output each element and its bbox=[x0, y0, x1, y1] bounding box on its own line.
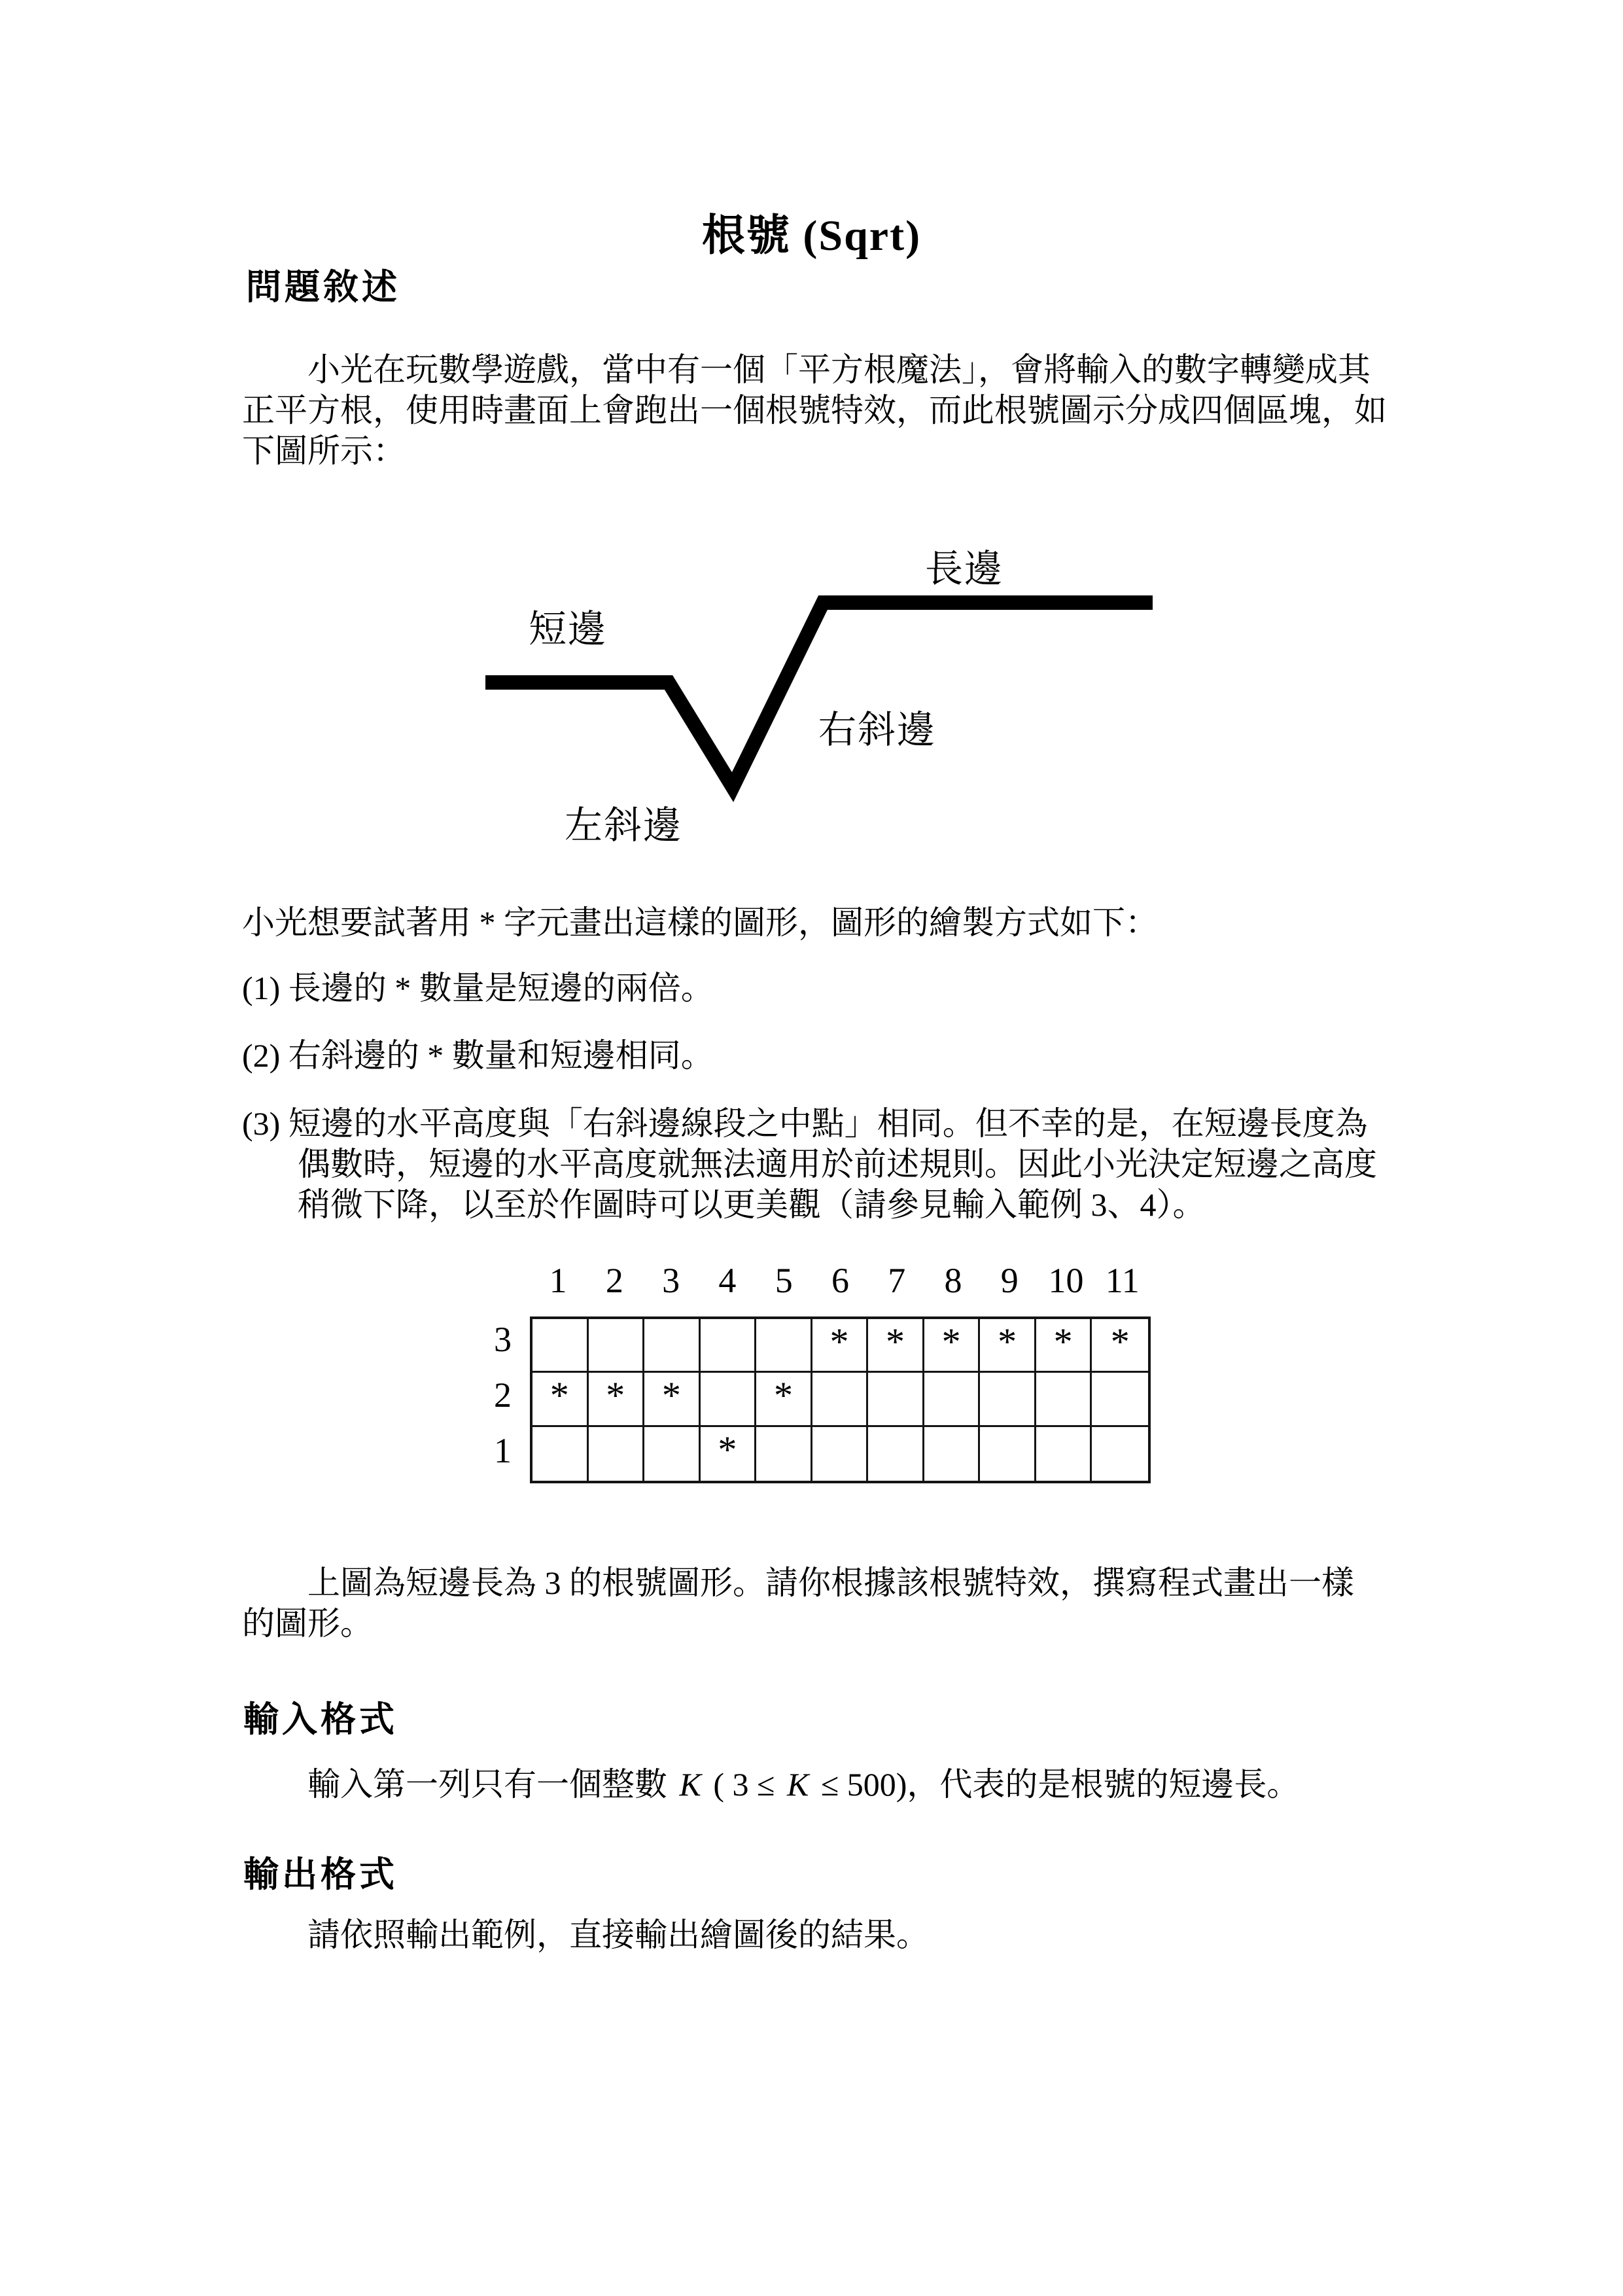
grid-cell bbox=[1036, 1427, 1092, 1481]
text-line: 的圖形。 bbox=[242, 1605, 373, 1642]
grid-cell bbox=[756, 1319, 812, 1373]
grid-cell bbox=[868, 1319, 924, 1373]
section-heading-output: 輸出格式 bbox=[243, 1855, 398, 1894]
grid-cell bbox=[1092, 1373, 1148, 1426]
text-line: 稍微下降，以至於作圖時可以更美觀（請參見輸入範例 3、4）。 bbox=[298, 1186, 1206, 1223]
section-heading-problem: 問題敘述 bbox=[246, 268, 400, 307]
grid-cell bbox=[589, 1319, 645, 1373]
grid-cell bbox=[980, 1319, 1036, 1373]
grid-cell bbox=[589, 1427, 645, 1481]
star-mark: * bbox=[998, 1320, 1017, 1363]
grid-column-number: 2 bbox=[605, 1261, 623, 1300]
grid-cell bbox=[1036, 1373, 1092, 1426]
rule-item-3 bbox=[242, 1103, 1406, 1225]
text-line: 上圖為短邊長為 3 的根號圖形。請你根據該根號特效，撰寫程式畫出一樣 bbox=[307, 1564, 1354, 1601]
grid-cell bbox=[1036, 1319, 1092, 1373]
grid-column-number: 10 bbox=[1048, 1261, 1084, 1300]
figure-label-long-edge: 長邊 bbox=[925, 548, 1004, 590]
text-line: 小光在玩數學遊戲，當中有一個「平方根魔法」，會將輸入的數字轉變成其 bbox=[307, 351, 1370, 388]
grid-cell bbox=[868, 1427, 924, 1481]
figure-label-right-slant: 右斜邊 bbox=[818, 709, 937, 751]
grid-cell bbox=[924, 1427, 981, 1481]
star-mark: * bbox=[773, 1374, 793, 1417]
rule-item-1: (1) 長邊的 * 數量是短邊的兩倍。 bbox=[242, 970, 714, 1006]
grid-column-number: 8 bbox=[944, 1261, 962, 1300]
grid-cell bbox=[1092, 1319, 1148, 1373]
text-line: 正平方根，使用時畫面上會跑出一個根號特效，而此根號圖示分成四個區塊，如 bbox=[242, 392, 1387, 429]
paragraph-problem-intro bbox=[242, 349, 1393, 471]
grid-cell bbox=[701, 1373, 757, 1426]
grid-cell bbox=[532, 1319, 589, 1373]
text-line: 小光想要試著用 * 字元畫出這樣的圖形，圖形的繪製方式如下： bbox=[242, 904, 1158, 941]
grid-column-headers bbox=[530, 1260, 1151, 1301]
grid-column-number: 9 bbox=[1000, 1261, 1019, 1300]
figure-label-left-slant: 左斜邊 bbox=[565, 804, 683, 847]
grid-cell bbox=[644, 1319, 701, 1373]
grid-cell bbox=[532, 1373, 589, 1426]
paragraph-after-grid bbox=[242, 1563, 1393, 1644]
grid-cell bbox=[980, 1427, 1036, 1481]
grid-row-number: 1 bbox=[494, 1431, 512, 1470]
grid-cell bbox=[980, 1373, 1036, 1426]
text-line: 下圖所示： bbox=[242, 433, 406, 469]
grid-cell bbox=[812, 1373, 869, 1426]
text-line: 偶數時，短邊的水平高度就無法適用於前述規則。因此小光決定短邊之高度 bbox=[298, 1146, 1377, 1182]
grid-column-number: 1 bbox=[549, 1261, 567, 1300]
grid-column-number: 5 bbox=[775, 1261, 793, 1300]
grid-cell bbox=[812, 1427, 869, 1481]
grid-row-number: 3 bbox=[494, 1320, 512, 1359]
star-mark: * bbox=[1053, 1320, 1073, 1363]
rule-item-2: (2) 右斜邊的 * 數量和短邊相同。 bbox=[242, 1037, 714, 1074]
star-mark: * bbox=[661, 1374, 681, 1417]
grid-cell bbox=[756, 1427, 812, 1481]
star-mark: * bbox=[829, 1320, 849, 1363]
text-segment: 輸入第一列只有一個整數 bbox=[307, 1766, 667, 1803]
grid-column-number: 11 bbox=[1105, 1261, 1140, 1300]
grid-column-number: 4 bbox=[718, 1261, 737, 1300]
star-mark: * bbox=[550, 1374, 569, 1417]
grid-cell bbox=[756, 1373, 812, 1426]
grid-cell bbox=[701, 1427, 757, 1481]
grid-cell bbox=[644, 1427, 701, 1481]
grid-cell bbox=[532, 1427, 589, 1481]
grid-cell bbox=[812, 1319, 869, 1373]
star-mark: * bbox=[886, 1320, 905, 1363]
grid-row-number: 2 bbox=[494, 1375, 512, 1415]
star-mark: * bbox=[606, 1374, 625, 1417]
star-mark: * bbox=[941, 1320, 961, 1363]
grid-cell bbox=[868, 1373, 924, 1426]
star-mark: * bbox=[1110, 1320, 1130, 1363]
input-format-text bbox=[242, 1764, 1472, 1805]
grid-cell bbox=[589, 1373, 645, 1426]
grid-cell bbox=[924, 1319, 981, 1373]
star-mark: * bbox=[718, 1428, 737, 1471]
section-heading-input: 輸入格式 bbox=[243, 1700, 398, 1739]
grid-column-number: 7 bbox=[888, 1261, 906, 1300]
grid-table bbox=[530, 1316, 1151, 1483]
grid-cell bbox=[924, 1373, 981, 1426]
grid-cell bbox=[644, 1373, 701, 1426]
text-segment: ( 3 ≤ bbox=[713, 1766, 775, 1803]
grid-cell bbox=[1092, 1427, 1148, 1481]
grid-row-labels bbox=[451, 1316, 512, 1483]
variable-k: K bbox=[786, 1766, 809, 1803]
grid-column-number: 6 bbox=[831, 1261, 849, 1300]
grid-column-number: 3 bbox=[662, 1261, 680, 1300]
output-format-text: 請依照輸出範例，直接輸出繪圖後的結果。 bbox=[307, 1916, 929, 1953]
page-title: 根號 (Sqrt) bbox=[701, 212, 922, 260]
grid-cell bbox=[701, 1319, 757, 1373]
text-segment: ≤ 500)，代表的是根號的短邊長。 bbox=[820, 1766, 1300, 1803]
figure-label-short-edge: 短邊 bbox=[529, 608, 608, 650]
variable-k: K bbox=[679, 1766, 701, 1803]
text-line: (3) 短邊的水平高度與「右斜邊線段之中點」相同。但不幸的是，在短邊長度為 bbox=[242, 1105, 1368, 1142]
paragraph-draw-intro bbox=[242, 902, 1393, 943]
